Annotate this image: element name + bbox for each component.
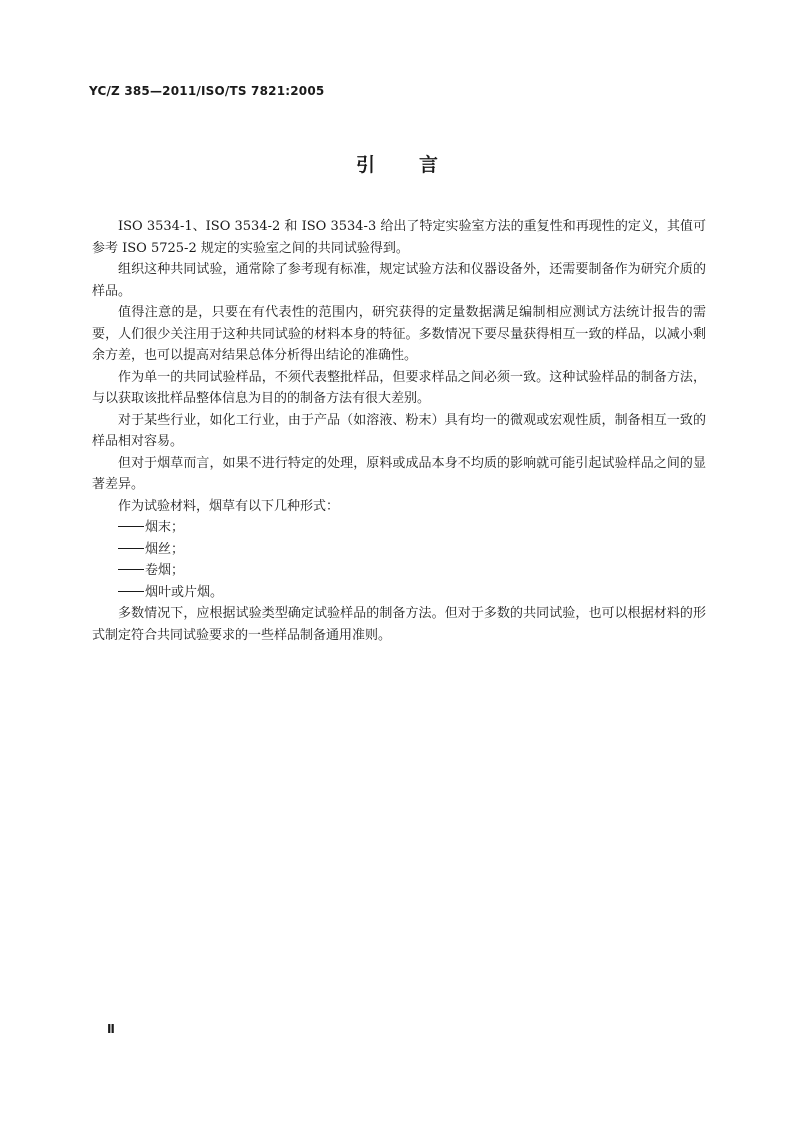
paragraph-single-sample: 作为单一的共同试验样品，不须代表整批样品，但要求样品之间必须一致。这种试验样品的制备方法，与以获取该批样品整体信息为目的的制备方法有很大差别。 — [92, 369, 706, 406]
list-item-text: 烟末； — [145, 520, 185, 535]
paragraph-noteworthy: 值得注意的是，只要在有代表性的范围内，研究获得的定量数据满足编制相应测试方法统计报告的需要，人们很少关注用于这种共同试验的材料本身的特征。多数情况下要尽量获得相互一致的样品，以减小剩余方差，也可以提高对结果总体分析得出结论的准确性。 — [92, 305, 706, 363]
paragraph-conclusion: 多数情况下，应根据试验类型确定试验样品的制备方法。但对于多数的共同试验，也可以根据材料的形式制定符合共同试验要求的一些样品制备通用准则。 — [92, 606, 706, 643]
paragraph-organize-trial: 组织这种共同试验，通常除了参考现有标准，规定试验方法和仪器设备外，还需要制备作为研究介质的样品。 — [92, 262, 706, 299]
list-item — [92, 582, 706, 604]
list-item — [92, 539, 706, 561]
paragraph-chemical-industry: 对于某些行业，如化工行业，由于产品（如溶液、粉末）具有均一的微观或宏观性质，制备相互一致的样品相对容易。 — [92, 412, 706, 449]
page-number: Ⅱ — [107, 1022, 115, 1036]
em-dash-marker — [118, 569, 144, 570]
document-body — [92, 216, 706, 646]
paragraph-tobacco: 但对于烟草而言，如果不进行特定的处理，原料或成品本身不均质的影响就可能引起试验样品之间的显著差异。 — [92, 455, 706, 492]
list-item-text: 烟丝； — [145, 541, 185, 557]
paragraph-forms-intro: 作为试验材料，烟草有以下几种形式： — [118, 498, 340, 514]
list-item — [92, 517, 706, 539]
paragraph-iso-definitions: ISO 3534-1、ISO 3534-2 和 ISO 3534-3 给出了特定实验室方法的重复性和再现性的定义，其值可参考 ISO 5725-2 规定的实验室之间的共同试验得到。 — [92, 219, 706, 256]
tobacco-forms-list — [92, 517, 706, 603]
document-header-standard-id: YC/Z 385—2011/ISO/TS 7821:2005 — [89, 84, 325, 98]
em-dash-marker — [118, 526, 144, 527]
page-title: 引言 — [355, 154, 482, 176]
list-item — [92, 560, 706, 582]
em-dash-marker — [118, 548, 144, 549]
list-item-text: 烟叶或片烟。 — [145, 584, 224, 600]
list-item-text: 卷烟； — [145, 563, 185, 578]
em-dash-marker — [118, 591, 144, 592]
